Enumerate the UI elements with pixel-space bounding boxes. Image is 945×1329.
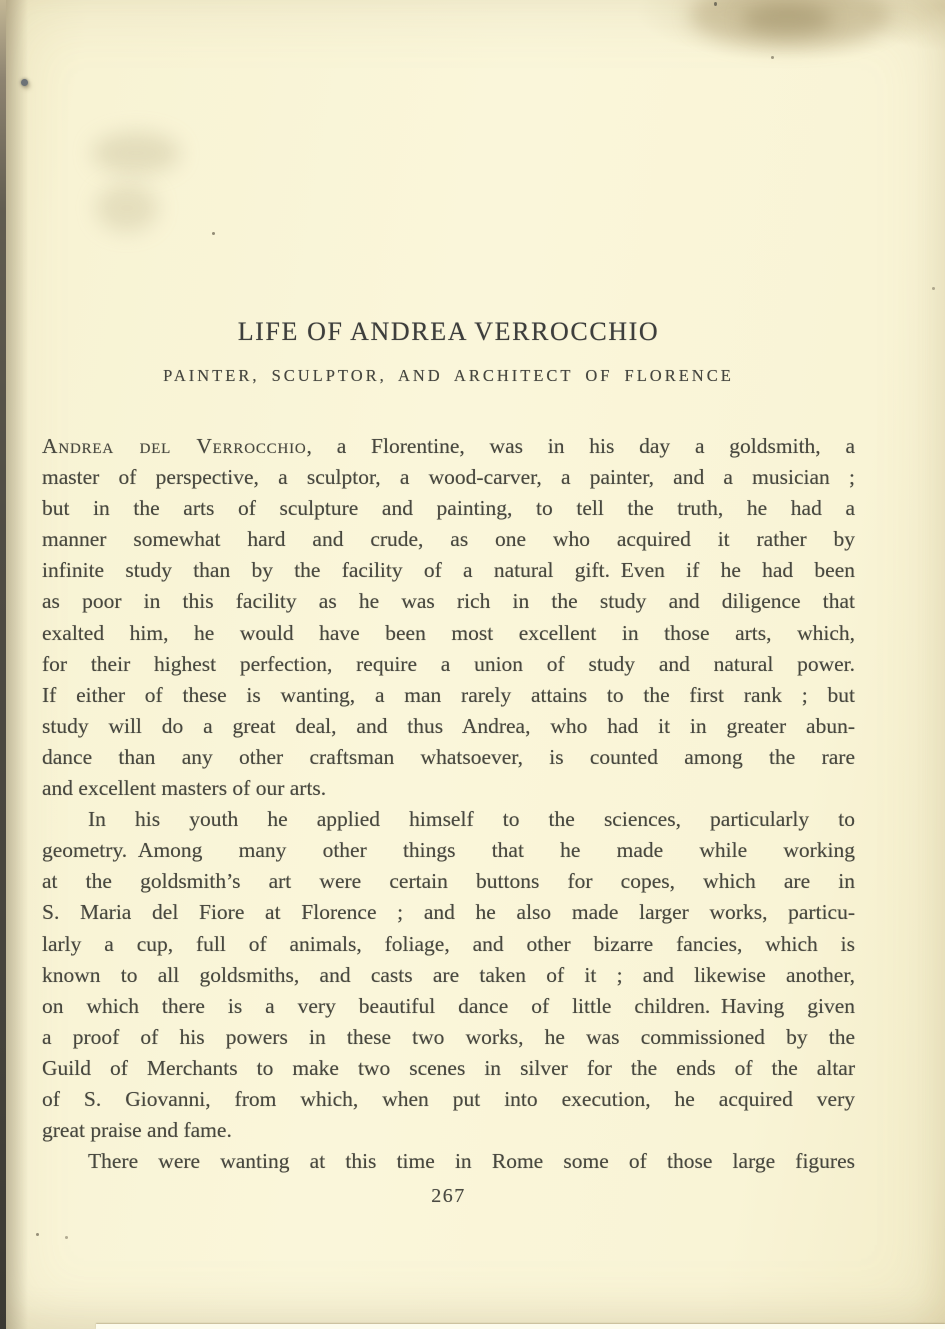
- text-line: master of perspective, a sculptor, a wood-carver, a painter, and a musician ;: [42, 465, 855, 490]
- text-line: [42, 431, 855, 462]
- ink-bleedthrough-ghost: [92, 132, 180, 174]
- page-number: 267: [431, 1185, 466, 1207]
- ink-speck: [36, 1233, 39, 1236]
- text-line: and excellent masters of our arts.: [42, 776, 327, 801]
- text-line: larly a cup, full of animals, foliage, and other bizarre fancies, which is: [42, 931, 855, 956]
- text-line: infinite study than by the facility of a natural gift. Even if he had been: [42, 558, 855, 583]
- lead-small-caps: Andrea del Verrocchio: [42, 434, 307, 458]
- text-line: dance than any other craftsman whatsoever, is counted among the rare: [42, 744, 855, 769]
- scan-bottom-edge: [96, 1324, 945, 1329]
- text-line: known to all goldsmiths, and casts are taken of it ; and likewise another,: [42, 962, 855, 987]
- text-line: If either of these is wanting, a man rarely attains to the first rank ; but: [42, 682, 855, 707]
- ink-speck: [21, 79, 28, 86]
- ink-speck: [771, 56, 774, 59]
- text-line: of S. Giovanni, from which, when put into execution, he acquired very: [42, 1086, 855, 1111]
- text-line: for their highest perfection, require a union of study and natural power.: [42, 651, 855, 676]
- chapter-title: LIFE OF ANDREA VERROCCHIO: [237, 317, 660, 346]
- text-line: great praise and fame.: [42, 1118, 232, 1143]
- text-line-rest: , a Florentine, was in his day a goldsmith, a: [306, 434, 855, 458]
- text-line: on which there is a very beautiful dance of little children. Having given: [42, 993, 855, 1018]
- ink-speck: [65, 1236, 68, 1239]
- text-line: S. Maria del Fiore at Florence ; and he also made larger works, particu-: [42, 900, 855, 925]
- ink-speck: [212, 232, 215, 235]
- body-text: [42, 431, 855, 1177]
- text-line: There were wanting at this time in Rome some of those large figures: [88, 1149, 855, 1174]
- text-line: study will do a great deal, and thus Andrea, who had it in greater abun-: [42, 713, 855, 738]
- text-line: geometry. Among many other things that he made while working: [42, 838, 855, 863]
- chapter-subtitle: PAINTER, SCULPTOR, AND ARCHITECT OF FLORENCE: [163, 366, 734, 385]
- text-line: manner somewhat hard and crude, as one who acquired it rather by: [42, 527, 855, 552]
- text-line: at the goldsmith’s art were certain buttons for copes, which are in: [42, 869, 855, 894]
- scan-left-edge-fade: [6, 0, 28, 1329]
- paper-smudge: [742, 4, 832, 34]
- text-line: as poor in this facility as he was rich in the study and diligence that: [42, 589, 855, 614]
- text-line: Guild of Merchants to make two scenes in silver for the ends of the altar: [42, 1055, 855, 1080]
- text-line: In his youth he applied himself to the sciences, particularly to: [88, 807, 855, 832]
- text-line: but in the arts of sculpture and painting, to tell the truth, he had a: [42, 496, 855, 521]
- text-line: a proof of his powers in these two works, he was commissioned by the: [42, 1024, 855, 1049]
- ink-speck: [932, 287, 935, 290]
- text-line: exalted him, he would have been most excellent in those arts, which,: [42, 620, 855, 645]
- ink-speck: [714, 2, 717, 6]
- ink-bleedthrough-ghost: [96, 184, 158, 232]
